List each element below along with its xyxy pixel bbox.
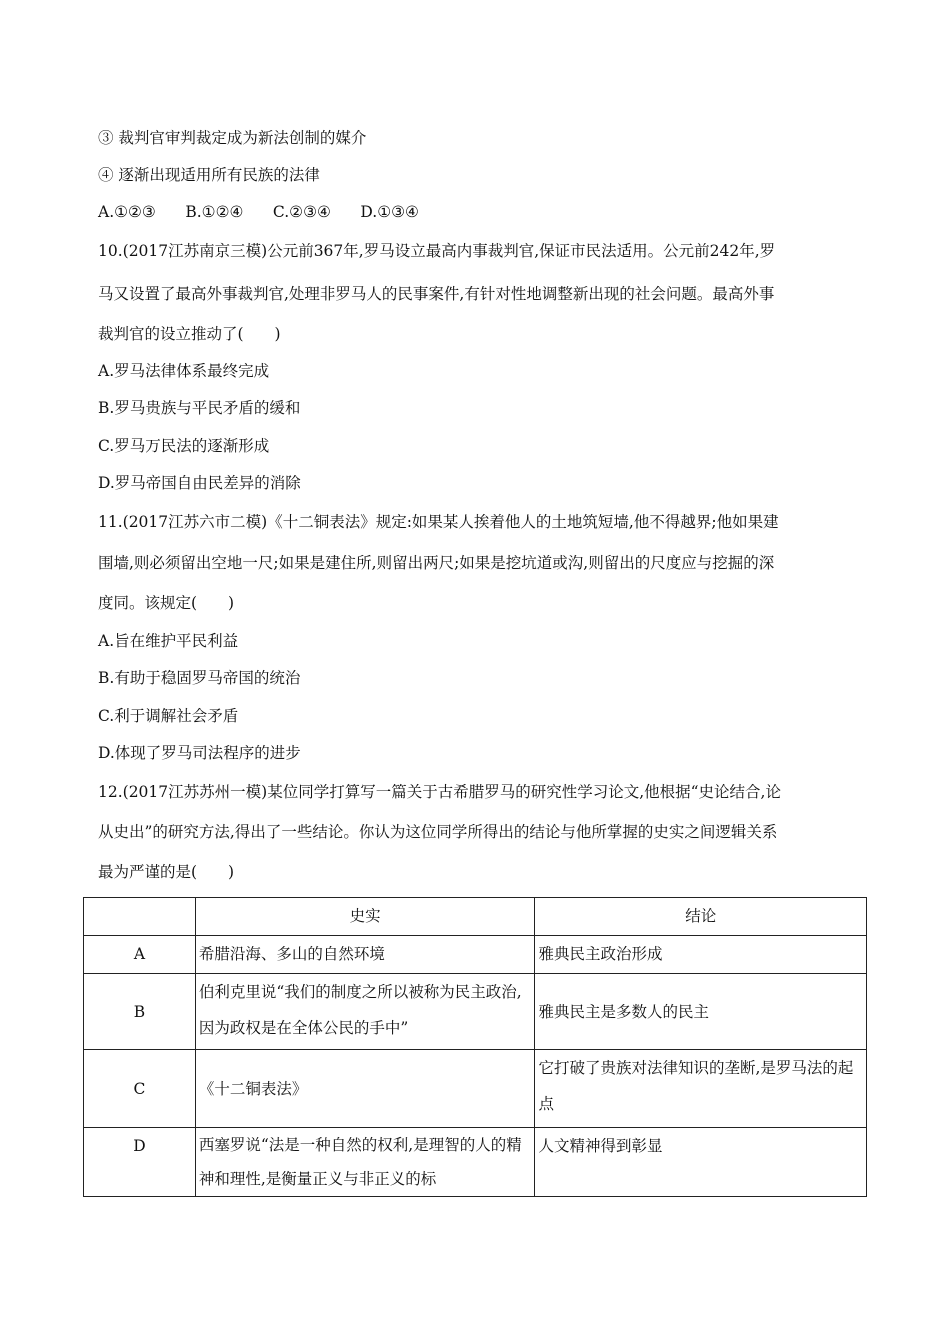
row-label: B bbox=[84, 974, 196, 1050]
conclusion-cell: 它打破了贵族对法律知识的垄断,是罗马法的起点 bbox=[535, 1050, 867, 1128]
conclusion-cell: 人文精神得到彰显 bbox=[535, 1128, 867, 1197]
text-line: ③ 裁判官审判裁定成为新法创制的媒介 bbox=[98, 129, 367, 147]
options-line: A.①②③ B.①②④ C.②③④ D.①③④ bbox=[98, 203, 419, 221]
conclusion-cell: 雅典民主是多数人的民主 bbox=[535, 974, 867, 1050]
option: B.罗马贵族与平民矛盾的缓和 bbox=[98, 399, 301, 417]
text-line: 最为严谨的是( ) bbox=[98, 863, 235, 881]
text-line: 12.(2017江苏苏州一模)某位同学打算写一篇关于古希腊罗马的研究性学习论文,他根据“史论结合,论 bbox=[98, 783, 781, 801]
table-row bbox=[84, 1128, 867, 1197]
row-label: A bbox=[84, 936, 196, 974]
text-line: 11.(2017江苏六市二模)《十二铜表法》规定:如果某人挨着他人的土地筑短墙,他不得越界;他如果建 bbox=[98, 513, 779, 531]
table-header-row bbox=[84, 898, 867, 936]
table-row bbox=[84, 1050, 867, 1128]
text-line: 马又设置了最高外事裁判官,处理非罗马人的民事案件,有针对性地调整新出现的社会问题。最高外事 bbox=[98, 285, 775, 303]
fact-cell: 西塞罗说“法是一种自然的权利,是理智的人的精神和理性,是衡量正义与非正义的标 bbox=[195, 1128, 535, 1197]
text-line: 从史出”的研究方法,得出了一些结论。你认为这位同学所得出的结论与他所掌握的史实之间逻辑关系 bbox=[98, 823, 778, 841]
table-row bbox=[84, 974, 867, 1050]
text-line: 裁判官的设立推动了( ) bbox=[98, 325, 281, 343]
option: A.罗马法律体系最终完成 bbox=[98, 362, 270, 380]
fact-cell: 伯利克里说“我们的制度之所以被称为民主政治,因为政权是在全体公民的手中” bbox=[195, 974, 535, 1050]
header-cell bbox=[84, 898, 196, 936]
option: C.罗马万民法的逐渐形成 bbox=[98, 437, 270, 455]
text-line: ④ 逐渐出现适用所有民族的法律 bbox=[98, 166, 320, 184]
fact-cell: 希腊沿海、多山的自然环境 bbox=[195, 936, 535, 974]
option: A.旨在维护平民利益 bbox=[98, 632, 239, 650]
option: C.利于调解社会矛盾 bbox=[98, 707, 239, 725]
option: B.有助于稳固罗马帝国的统治 bbox=[98, 669, 301, 687]
text-line: 度同。该规定( ) bbox=[98, 594, 235, 612]
row-label: D bbox=[84, 1128, 196, 1197]
conclusion-cell: 雅典民主政治形成 bbox=[535, 936, 867, 974]
text-line: 围墙,则必须留出空地一尺;如果是建住所,则留出两尺;如果是挖坑道或沟,则留出的尺度应与挖掘的深 bbox=[98, 554, 775, 572]
text-line: 10.(2017江苏南京三模)公元前367年,罗马设立最高内事裁判官,保证市民法适用。公元前242年,罗 bbox=[98, 242, 776, 260]
answer-table bbox=[83, 897, 867, 1197]
fact-cell: 《十二铜表法》 bbox=[195, 1050, 535, 1128]
row-label: C bbox=[84, 1050, 196, 1128]
option: D.体现了罗马司法程序的进步 bbox=[98, 744, 301, 762]
header-cell: 史实 bbox=[195, 898, 535, 936]
table-row bbox=[84, 936, 867, 974]
option: D.罗马帝国自由民差异的消除 bbox=[98, 474, 301, 492]
header-cell: 结论 bbox=[535, 898, 867, 936]
